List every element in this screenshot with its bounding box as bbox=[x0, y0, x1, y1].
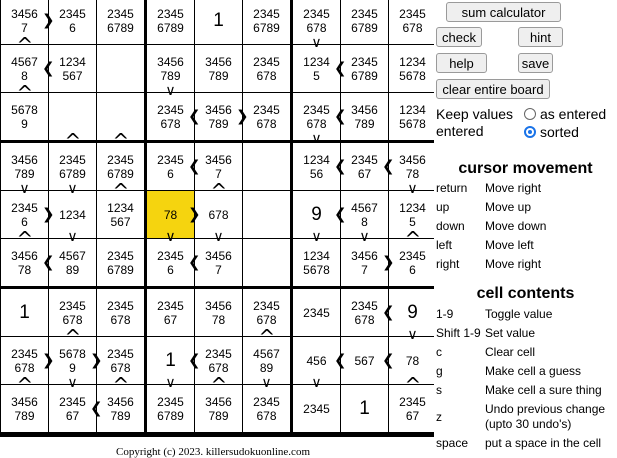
cell-candidates: 2345 678 bbox=[59, 298, 86, 327]
board-cell[interactable] bbox=[195, 0, 242, 44]
up-arrow-sign: ^ bbox=[64, 129, 82, 153]
up-arrow-sign: ^ bbox=[112, 129, 130, 153]
board-cell[interactable] bbox=[341, 385, 388, 432]
cell-candidates: 3456 789 bbox=[107, 394, 134, 423]
cell-candidates: 3456 7 bbox=[351, 248, 378, 277]
control-panel bbox=[434, 0, 617, 458]
cell-candidates: 2345 67 bbox=[399, 394, 426, 423]
cell-candidates: 2345 67 bbox=[59, 394, 86, 423]
board-cell[interactable] bbox=[341, 239, 388, 286]
board-cell[interactable] bbox=[49, 337, 96, 384]
board-cell[interactable] bbox=[1, 191, 48, 238]
cell-candidates: 2345 6789 bbox=[107, 6, 134, 35]
cell-candidates: 2345 678 bbox=[253, 54, 280, 83]
down-arrow-sign: ∨ bbox=[67, 181, 78, 197]
board-cell[interactable] bbox=[195, 289, 242, 336]
save-button[interactable]: save bbox=[518, 53, 553, 73]
less-than-sign: ❮ bbox=[90, 398, 103, 417]
less-than-sign: ❮ bbox=[42, 58, 55, 77]
board-cell[interactable] bbox=[293, 191, 340, 238]
board-cell[interactable] bbox=[195, 385, 242, 432]
board-cell[interactable] bbox=[243, 45, 290, 92]
less-than-sign: ❮ bbox=[334, 156, 347, 175]
less-than-sign: ❮ bbox=[188, 252, 201, 271]
board-cell[interactable] bbox=[293, 45, 340, 92]
cell-candidates: 2345 678 bbox=[157, 102, 184, 131]
cell-candidates: 1234 5 bbox=[399, 200, 426, 229]
cell-candidates: 1234 56 bbox=[303, 152, 330, 181]
board-cell[interactable] bbox=[293, 143, 340, 190]
check-button[interactable]: check bbox=[436, 27, 482, 47]
cell-candidates: 3456 789 bbox=[157, 54, 184, 83]
board-cell[interactable] bbox=[341, 93, 388, 140]
down-arrow-sign: ∨ bbox=[407, 181, 418, 197]
key-name: s bbox=[436, 383, 442, 397]
up-arrow-sign: ^ bbox=[16, 33, 34, 57]
board-cell[interactable] bbox=[147, 93, 194, 140]
board-cell[interactable] bbox=[389, 93, 436, 140]
board-cell[interactable] bbox=[147, 385, 194, 432]
radio-sorted-label: sorted bbox=[540, 124, 579, 140]
cell-candidates: 3456 789 bbox=[351, 102, 378, 131]
cell-candidates: 1234 bbox=[59, 207, 86, 222]
cell-candidates: 2345 678 bbox=[253, 298, 280, 327]
cell-candidates: 2345 67 bbox=[157, 298, 184, 327]
cell-candidates: 2345 678 bbox=[11, 346, 38, 375]
cell-candidates: 567 bbox=[354, 353, 375, 368]
down-arrow-sign: ∨ bbox=[67, 229, 78, 245]
cell-value: 9 bbox=[311, 203, 322, 225]
board-cell[interactable] bbox=[147, 289, 194, 336]
board-cell[interactable] bbox=[341, 337, 388, 384]
cell-candidates: 2345 678 bbox=[399, 6, 426, 35]
key-description: put a space in the cell bbox=[485, 436, 602, 450]
cell-candidates: 2345 bbox=[303, 305, 330, 320]
board-cell[interactable] bbox=[243, 191, 290, 238]
cell-contents-heading: cell contents bbox=[476, 285, 575, 302]
cell-candidates: 1234 567 bbox=[59, 54, 86, 83]
radio-as-entered-label: as entered bbox=[540, 106, 607, 122]
key-name: up bbox=[436, 200, 450, 214]
key-name: left bbox=[436, 238, 453, 252]
key-name: Shift 1-9 bbox=[436, 326, 481, 340]
cell-candidates: 2345 67 bbox=[351, 152, 378, 181]
board-cell[interactable] bbox=[49, 0, 96, 44]
cell-candidates: 2345 678 bbox=[253, 102, 280, 131]
less-than-sign: ❮ bbox=[382, 350, 395, 369]
board-cell[interactable] bbox=[341, 289, 388, 336]
up-arrow-sign: ^ bbox=[210, 179, 228, 203]
cell-value: 1 bbox=[359, 397, 370, 419]
key-name: z bbox=[436, 410, 442, 424]
board-cell[interactable] bbox=[195, 143, 242, 190]
key-description: Set value bbox=[485, 326, 536, 340]
greater-than-sign: ❯ bbox=[382, 252, 395, 271]
down-arrow-sign: ∨ bbox=[165, 83, 176, 99]
board-cell[interactable] bbox=[389, 239, 436, 286]
board-cell[interactable] bbox=[97, 45, 144, 92]
down-arrow-sign: ∨ bbox=[311, 131, 322, 147]
up-arrow-sign: ^ bbox=[112, 373, 130, 397]
board-cell[interactable] bbox=[97, 93, 144, 140]
up-arrow-sign: ^ bbox=[64, 325, 82, 349]
cell-candidates: 2345 6789 bbox=[351, 54, 378, 83]
cell-candidates: 2345 6789 bbox=[253, 6, 280, 35]
key-name: return bbox=[436, 181, 468, 195]
board-cell[interactable] bbox=[243, 239, 290, 286]
key-description: Move right bbox=[485, 257, 542, 271]
down-arrow-sign: ∨ bbox=[213, 229, 224, 245]
cell-candidates: 3456 78 bbox=[399, 152, 426, 181]
down-arrow-sign: ∨ bbox=[19, 181, 30, 197]
cell-candidates: 1234 5678 bbox=[399, 102, 426, 131]
cell-candidates: 3456 7 bbox=[11, 6, 38, 35]
board-cell[interactable] bbox=[293, 289, 340, 336]
key-description: Move left bbox=[485, 238, 534, 252]
copyright-text: Copyright (c) 2023. killersudokuonline.com bbox=[116, 446, 310, 458]
board-cell[interactable] bbox=[293, 385, 340, 432]
cell-candidates: 3456 789 bbox=[205, 394, 232, 423]
board-cell[interactable] bbox=[1, 385, 48, 432]
board-cell[interactable] bbox=[195, 45, 242, 92]
key-name: g bbox=[436, 364, 443, 378]
board-cell[interactable] bbox=[49, 45, 96, 92]
board-cell[interactable] bbox=[341, 45, 388, 92]
greater-than-sign: ❯ bbox=[188, 204, 201, 223]
key-description: Make cell a guess bbox=[485, 364, 582, 378]
board-cell[interactable] bbox=[1, 93, 48, 140]
cell-candidates: 3456 78 bbox=[205, 298, 232, 327]
keep-values-label: Keep values entered bbox=[436, 106, 514, 139]
less-than-sign: ❮ bbox=[382, 302, 395, 321]
radio-sorted[interactable] bbox=[524, 126, 536, 138]
board-cell[interactable] bbox=[97, 239, 144, 286]
less-than-sign: ❮ bbox=[42, 252, 55, 271]
less-than-sign: ❮ bbox=[188, 106, 201, 125]
key-description: Move up bbox=[485, 200, 532, 214]
cell-value: 9 bbox=[407, 301, 418, 323]
cell-candidates: 5678 9 bbox=[11, 102, 38, 131]
board-cell[interactable] bbox=[243, 93, 290, 140]
board-cell[interactable] bbox=[389, 191, 436, 238]
less-than-sign: ❮ bbox=[188, 350, 201, 369]
board-cell[interactable] bbox=[97, 385, 144, 432]
cell-candidates: 2345 6789 bbox=[351, 6, 378, 35]
board-cell[interactable] bbox=[97, 191, 144, 238]
down-arrow-sign: ∨ bbox=[165, 229, 176, 245]
cell-candidates: 2345 6789 bbox=[59, 152, 86, 181]
key-description: Toggle value bbox=[485, 307, 553, 321]
down-arrow-sign: ∨ bbox=[407, 327, 418, 343]
up-arrow-sign: ^ bbox=[16, 81, 34, 105]
key-name: 1-9 bbox=[436, 307, 454, 321]
cell-candidates: 2345 678 bbox=[107, 346, 134, 375]
board-cell[interactable] bbox=[293, 337, 340, 384]
greater-than-sign: ❯ bbox=[42, 204, 55, 223]
down-arrow-sign: ∨ bbox=[311, 35, 322, 51]
cell-candidates: 678 bbox=[208, 207, 229, 222]
board-cell[interactable] bbox=[293, 239, 340, 286]
cell-candidates: 2345 6 bbox=[11, 200, 38, 229]
board-cell[interactable] bbox=[147, 337, 194, 384]
cell-candidates: 3456 789 bbox=[205, 102, 232, 131]
down-arrow-sign: ∨ bbox=[311, 229, 322, 245]
key-description: Move right bbox=[485, 181, 542, 195]
cell-candidates: 4567 89 bbox=[253, 346, 280, 375]
board-cell[interactable] bbox=[195, 337, 242, 384]
greater-than-sign: ❯ bbox=[42, 10, 55, 29]
hint-button[interactable]: hint bbox=[518, 27, 563, 47]
board-cell[interactable] bbox=[97, 337, 144, 384]
down-arrow-sign: ∨ bbox=[359, 229, 370, 245]
board-cell[interactable] bbox=[49, 239, 96, 286]
less-than-sign: ❮ bbox=[334, 350, 347, 369]
cell-candidates: 3456 789 bbox=[11, 394, 38, 423]
clear-board-button[interactable]: clear entire board bbox=[436, 79, 550, 99]
board-cell[interactable] bbox=[243, 143, 290, 190]
board-cell[interactable] bbox=[97, 289, 144, 336]
key-name: right bbox=[436, 257, 460, 271]
board-cell[interactable] bbox=[195, 191, 242, 238]
cell-candidates: 3456 7 bbox=[205, 152, 232, 181]
board-cell[interactable] bbox=[49, 289, 96, 336]
cell-candidates: 1234 567 bbox=[107, 200, 134, 229]
board-cell[interactable] bbox=[389, 45, 436, 92]
cell-candidates: 2345 6789 bbox=[107, 152, 134, 181]
cell-candidates: 4567 8 bbox=[351, 200, 378, 229]
down-arrow-sign: ∨ bbox=[311, 375, 322, 391]
board-cell[interactable] bbox=[49, 385, 96, 432]
cursor-movement-heading: cursor movement bbox=[458, 160, 593, 177]
board-cell[interactable] bbox=[1, 239, 48, 286]
board-cell[interactable] bbox=[341, 191, 388, 238]
cell-candidates: 2345 678 bbox=[205, 346, 232, 375]
cell-value: 1 bbox=[165, 349, 176, 371]
greater-than-sign: ❯ bbox=[42, 350, 55, 369]
board-cell[interactable] bbox=[1, 45, 48, 92]
board-cell[interactable] bbox=[147, 239, 194, 286]
greater-than-sign: ❯ bbox=[90, 350, 103, 369]
cell-candidates: 2345 678 bbox=[107, 298, 134, 327]
cell-candidates: 4567 8 bbox=[11, 54, 38, 83]
cell-candidates: 2345 bbox=[303, 401, 330, 416]
board-cell[interactable] bbox=[389, 0, 436, 44]
cell-candidates: 2345 6 bbox=[399, 248, 426, 277]
board-cell[interactable] bbox=[389, 385, 436, 432]
cell-candidates: 456 bbox=[306, 353, 327, 368]
board-cell[interactable] bbox=[243, 289, 290, 336]
cell-candidates: 2345 6789 bbox=[157, 394, 184, 423]
cell-value: 1 bbox=[213, 9, 224, 31]
board-cell[interactable] bbox=[147, 191, 194, 238]
board-cell[interactable] bbox=[389, 289, 436, 336]
cell-candidates: 78 bbox=[163, 207, 178, 222]
key-description: Undo previous change (upto 30 undo's) bbox=[485, 402, 606, 431]
sum-calculator-button[interactable]: sum calculator bbox=[446, 2, 561, 22]
key-name: c bbox=[436, 345, 442, 359]
down-arrow-sign: ∨ bbox=[165, 375, 176, 391]
cell-candidates: 2345 6 bbox=[157, 248, 184, 277]
up-arrow-sign: ^ bbox=[404, 227, 422, 251]
board-cell[interactable] bbox=[341, 143, 388, 190]
cell-candidates: 2345 6789 bbox=[157, 6, 184, 35]
greater-than-sign: ❯ bbox=[236, 106, 249, 125]
cell-candidates: 2345 678 bbox=[303, 102, 330, 131]
up-arrow-sign: ^ bbox=[16, 373, 34, 397]
board-cell[interactable] bbox=[341, 0, 388, 44]
help-button[interactable]: help bbox=[436, 53, 487, 73]
down-arrow-sign: ∨ bbox=[67, 375, 78, 391]
cell-candidates: 3456 7 bbox=[205, 248, 232, 277]
board-cell[interactable] bbox=[147, 0, 194, 44]
board-cell[interactable] bbox=[243, 337, 290, 384]
board-cell[interactable] bbox=[243, 385, 290, 432]
up-arrow-sign: ^ bbox=[210, 373, 228, 397]
cell-value: 1 bbox=[19, 301, 30, 323]
cell-candidates: 1234 5 bbox=[303, 54, 330, 83]
less-than-sign: ❮ bbox=[334, 204, 347, 223]
key-description: Make cell a sure thing bbox=[485, 383, 602, 397]
cell-candidates: 3456 789 bbox=[11, 152, 38, 181]
less-than-sign: ❮ bbox=[382, 156, 395, 175]
cell-candidates: 2345 6789 bbox=[107, 248, 134, 277]
cell-candidates: 3456 78 bbox=[11, 248, 38, 277]
board-cell[interactable] bbox=[195, 239, 242, 286]
cell-candidates: 1234 5678 bbox=[303, 248, 330, 277]
board-cell[interactable] bbox=[97, 0, 144, 44]
board-cell[interactable] bbox=[1, 143, 48, 190]
cell-candidates: 78 bbox=[405, 353, 420, 368]
up-arrow-sign: ^ bbox=[16, 227, 34, 251]
key-description: Move down bbox=[485, 219, 547, 233]
less-than-sign: ❮ bbox=[188, 156, 201, 175]
board-cell[interactable] bbox=[293, 93, 340, 140]
cell-candidates: 1234 5678 bbox=[399, 54, 426, 83]
up-arrow-sign: ^ bbox=[112, 179, 130, 203]
key-description: Clear cell bbox=[485, 345, 536, 359]
board-cell[interactable] bbox=[1, 289, 48, 336]
less-than-sign: ❮ bbox=[334, 58, 347, 77]
board-cell[interactable] bbox=[389, 143, 436, 190]
key-name: down bbox=[436, 219, 465, 233]
radio-as-entered[interactable] bbox=[524, 108, 536, 120]
up-arrow-sign: ^ bbox=[404, 373, 422, 397]
board-cell[interactable] bbox=[1, 0, 48, 44]
board-cell[interactable] bbox=[147, 143, 194, 190]
board-cell[interactable] bbox=[49, 93, 96, 140]
cell-candidates: 5678 9 bbox=[59, 346, 86, 375]
cell-candidates: 2345 678 bbox=[253, 394, 280, 423]
up-arrow-sign: ^ bbox=[258, 325, 276, 349]
board-cell[interactable] bbox=[293, 0, 340, 44]
less-than-sign: ❮ bbox=[334, 106, 347, 125]
down-arrow-sign: ∨ bbox=[261, 375, 272, 391]
board-cell[interactable] bbox=[49, 143, 96, 190]
board-cell[interactable] bbox=[147, 45, 194, 92]
cell-candidates: 2345 6 bbox=[59, 6, 86, 35]
board-cell[interactable] bbox=[1, 337, 48, 384]
board-cell[interactable] bbox=[195, 93, 242, 140]
cell-candidates: 3456 789 bbox=[205, 54, 232, 83]
key-name: space bbox=[436, 436, 469, 450]
board-cell[interactable] bbox=[389, 337, 436, 384]
cell-candidates: 4567 89 bbox=[59, 248, 86, 277]
cell-candidates: 2345 6 bbox=[157, 152, 184, 181]
board-cell[interactable] bbox=[97, 143, 144, 190]
cell-candidates: 2345 678 bbox=[303, 6, 330, 35]
board-cell[interactable] bbox=[243, 0, 290, 44]
board-cell[interactable] bbox=[49, 191, 96, 238]
cell-candidates: 2345 678 bbox=[351, 298, 378, 327]
